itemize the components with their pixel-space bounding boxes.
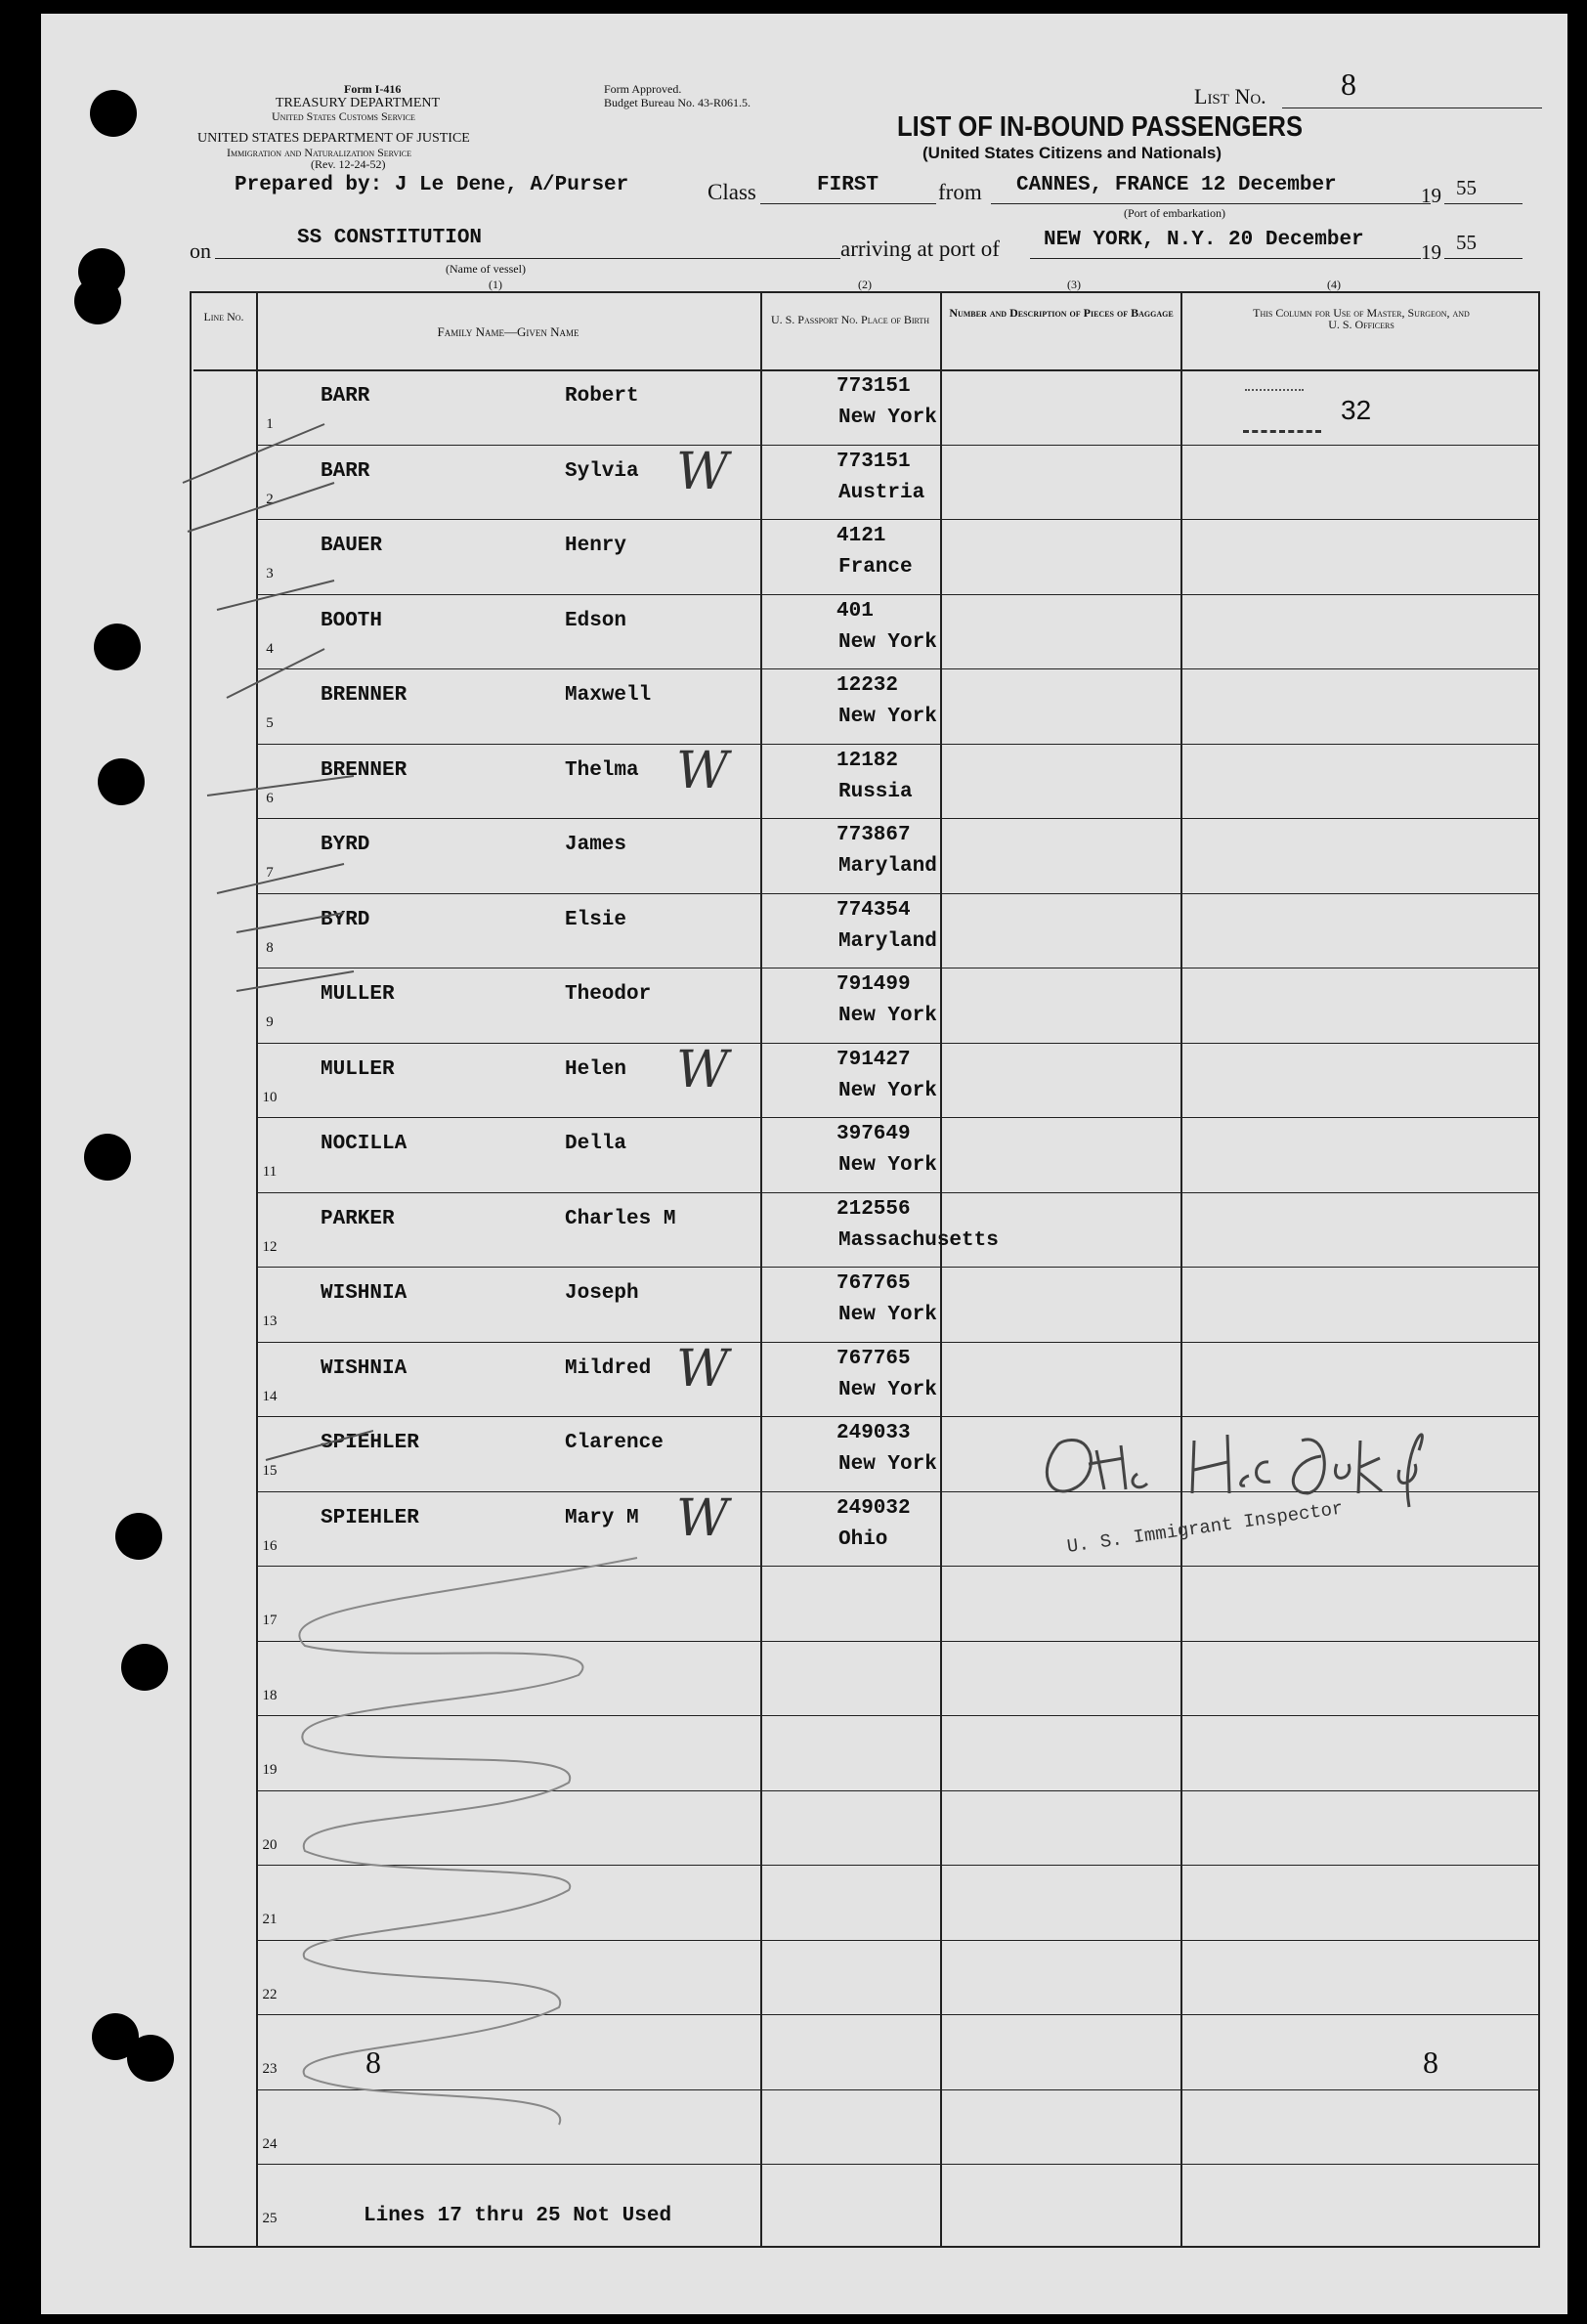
unused-lines-scribble <box>246 1538 852 2183</box>
given-name: Robert <box>565 385 639 408</box>
given-name: Joseph <box>565 1282 639 1305</box>
binder-hole <box>94 624 141 670</box>
family-name: BRENNER <box>321 758 407 782</box>
passport-no: 767765 <box>836 1272 911 1295</box>
row-divider <box>258 445 1540 446</box>
budget-bureau: Budget Bureau No. 43-R061.5. <box>604 96 751 109</box>
place-of-birth: New York <box>838 407 937 429</box>
line-number: 19 <box>262 1762 278 1778</box>
vessel-label: (Name of vessel) <box>446 262 526 276</box>
line-number: 12 <box>262 1238 278 1255</box>
family-name: PARKER <box>321 1207 395 1230</box>
arriving-value: NEW YORK, N.Y. 20 December <box>1044 229 1364 251</box>
binder-hole <box>84 1134 131 1181</box>
family-name: SPIEHLER <box>321 1506 419 1529</box>
line-number: 14 <box>262 1388 278 1404</box>
from-value: CANNES, FRANCE 12 December <box>1016 174 1337 196</box>
family-name: WISHNIA <box>321 1356 407 1380</box>
form-subtitle: (United States Citizens and Nationals) <box>922 144 1222 162</box>
binder-hole <box>90 90 137 137</box>
binder-hole <box>121 1644 168 1691</box>
binder-hole <box>98 758 145 805</box>
row-divider <box>258 1267 1540 1268</box>
passport-no: 249033 <box>836 1422 911 1444</box>
tally-ticks <box>178 385 373 1568</box>
line-number: 5 <box>266 715 274 731</box>
given-name: Mary M <box>565 1506 639 1529</box>
place-of-birth: France <box>838 556 913 579</box>
family-name: NOCILLA <box>321 1133 407 1155</box>
passport-no: 791499 <box>836 973 911 996</box>
family-name: MULLER <box>321 983 395 1006</box>
given-name: Theodor <box>565 983 652 1006</box>
passport-no: 212556 <box>836 1197 911 1221</box>
line-number: 2 <box>266 491 274 507</box>
row-divider <box>258 1043 1540 1044</box>
place-of-birth: New York <box>838 1005 937 1027</box>
given-name: Sylvia <box>565 459 639 483</box>
handwritten-mark: W <box>676 442 729 501</box>
row-divider <box>258 893 1540 894</box>
inspector-stamp: U. S. Immigrant Inspector <box>1065 1497 1345 1558</box>
customs-service: United States Customs Service <box>272 109 415 123</box>
vessel-name: SS CONSTITUTION <box>297 227 483 249</box>
justice-dept: UNITED STATES DEPARTMENT OF JUSTICE <box>197 131 470 146</box>
handwritten-mark: W <box>676 1488 729 1548</box>
given-name: Charles M <box>565 1207 676 1230</box>
line-number: 18 <box>262 1687 278 1703</box>
col-header-name: Family Name—Given Name <box>437 324 579 339</box>
family-name: BAUER <box>321 535 383 557</box>
row-divider <box>258 744 1540 745</box>
given-name: James <box>565 834 627 856</box>
line-number: 6 <box>266 790 274 806</box>
row-divider <box>258 1342 1540 1343</box>
given-name: Della <box>565 1133 627 1155</box>
port-embark-label: (Port of embarkation) <box>1124 206 1225 220</box>
form-sheet <box>41 14 1567 2314</box>
family-name: BRENNER <box>321 684 407 707</box>
col-header-officers: This Column for Use of Master, Surgeon, and U. S. Officers <box>1253 306 1470 331</box>
line-number: 25 <box>262 2211 278 2226</box>
place-of-birth: New York <box>838 1378 937 1401</box>
family-name: BYRD <box>321 834 370 856</box>
on-label: on <box>190 238 211 263</box>
passport-no: 791427 <box>836 1048 911 1071</box>
handwritten-mark: W <box>676 741 729 800</box>
passport-no: 773151 <box>836 450 911 473</box>
year-value-2: 55 <box>1456 231 1477 254</box>
col-num-4: (4) <box>1327 278 1341 291</box>
passport-no: 774354 <box>836 898 911 922</box>
place-of-birth: New York <box>838 1079 937 1102</box>
passport-no: 773867 <box>836 824 911 846</box>
passport-no: 767765 <box>836 1347 911 1370</box>
treasury-dept: TREASURY DEPARTMENT <box>276 96 441 110</box>
footer-note: Lines 17 thru 25 Not Used <box>364 2205 672 2227</box>
list-no-label: List No. <box>1194 84 1266 108</box>
page-mark-right: 8 <box>1423 2044 1438 2080</box>
family-name: BYRD <box>321 908 370 931</box>
place-of-birth: Massachusetts <box>838 1228 999 1252</box>
line-number: 22 <box>262 1986 278 2002</box>
family-name: WISHNIA <box>321 1282 407 1305</box>
place-of-birth: New York <box>838 706 937 728</box>
family-name: BARR <box>321 459 370 483</box>
passport-no: 12182 <box>836 749 899 772</box>
list-no: 8 <box>1341 66 1356 102</box>
line-number: 3 <box>266 566 274 581</box>
family-name: SPIEHLER <box>321 1432 419 1454</box>
handwritten-mark: W <box>676 1339 729 1399</box>
given-name: Maxwell <box>565 684 652 707</box>
year-prefix-2: 19 <box>1421 240 1441 264</box>
col-num-1: (1) <box>489 278 502 291</box>
col-header-line-no: Line No. <box>203 310 244 323</box>
place-of-birth: New York <box>838 1453 937 1476</box>
family-name: MULLER <box>321 1057 395 1081</box>
officer-marks-2 <box>1243 430 1321 434</box>
binder-hole <box>127 2035 174 2082</box>
page-mark-left: 8 <box>365 2044 381 2080</box>
line-number: 7 <box>266 865 274 881</box>
place-of-birth: Maryland <box>838 929 937 953</box>
line-number: 10 <box>262 1089 278 1105</box>
line-number: 4 <box>266 640 274 657</box>
place-of-birth: Ohio <box>838 1528 888 1551</box>
given-name: Helen <box>565 1057 627 1081</box>
passport-no: 4121 <box>836 525 886 547</box>
line-number: 11 <box>262 1164 278 1180</box>
binder-hole <box>74 278 121 324</box>
passport-no: 401 <box>836 599 874 623</box>
row-divider <box>258 818 1540 819</box>
passport-no: 773151 <box>836 375 911 398</box>
place-of-birth: Austria <box>838 481 925 504</box>
place-of-birth: New York <box>838 1304 937 1326</box>
row-divider <box>258 1117 1540 1118</box>
passport-no: 249032 <box>836 1496 911 1520</box>
given-name: Thelma <box>565 758 639 782</box>
line-number: 21 <box>262 1912 278 1927</box>
col-header-passport: U. S. Passport No. Place of Birth <box>770 313 930 326</box>
officer-count: 32 <box>1341 395 1372 425</box>
place-of-birth: New York <box>838 630 937 654</box>
line-number: 24 <box>262 2135 278 2152</box>
place-of-birth: Russia <box>838 780 913 803</box>
form-approved: Form Approved. <box>604 82 682 96</box>
class-value: FIRST <box>817 174 879 196</box>
from-label: from <box>938 180 982 204</box>
family-name: BARR <box>321 385 370 408</box>
line-number: 20 <box>262 1836 278 1853</box>
year-prefix: 19 <box>1421 184 1441 207</box>
officer-marks <box>1245 389 1304 392</box>
line-number: 8 <box>266 939 274 956</box>
place-of-birth: New York <box>838 1154 937 1177</box>
given-name: Edson <box>565 609 627 632</box>
ins-service: Immigration and Naturalization Service <box>227 146 412 159</box>
col-num-2: (2) <box>858 278 872 291</box>
line-number: 15 <box>262 1463 278 1479</box>
revision: (Rev. 12-24-52) <box>311 157 386 171</box>
col-num-3: (3) <box>1067 278 1081 291</box>
prepared-by: Prepared by: J Le Dene, A/Purser <box>235 174 629 196</box>
given-name: Clarence <box>565 1432 664 1454</box>
family-name: BOOTH <box>321 609 383 632</box>
row-divider <box>258 519 1540 520</box>
form-number: Form I-416 <box>344 82 402 96</box>
given-name: Henry <box>565 535 627 557</box>
place-of-birth: Maryland <box>838 855 937 878</box>
line-number: 1 <box>266 416 274 432</box>
line-number: 13 <box>262 1313 278 1329</box>
handwritten-mark: W <box>676 1040 729 1099</box>
row-divider <box>258 668 1540 669</box>
year-value: 55 <box>1456 176 1477 199</box>
passport-no: 397649 <box>836 1123 911 1145</box>
line-number: 23 <box>262 2061 278 2077</box>
given-name: Mildred <box>565 1356 652 1380</box>
line-number: 9 <box>266 1014 274 1030</box>
given-name: Elsie <box>565 908 627 931</box>
binder-hole <box>115 1513 162 1560</box>
passport-no: 12232 <box>836 674 899 697</box>
col-header-baggage: Number and Description of Pieces of Baggage <box>949 306 1174 320</box>
arriving-label: arriving at port of <box>840 237 1000 261</box>
row-divider <box>258 594 1540 595</box>
class-label: Class <box>708 180 756 204</box>
form-title: LIST OF IN-BOUND PASSENGERS <box>897 111 1303 143</box>
line-number: 16 <box>262 1537 278 1554</box>
row-divider <box>258 1192 1540 1193</box>
line-number: 17 <box>262 1613 278 1628</box>
